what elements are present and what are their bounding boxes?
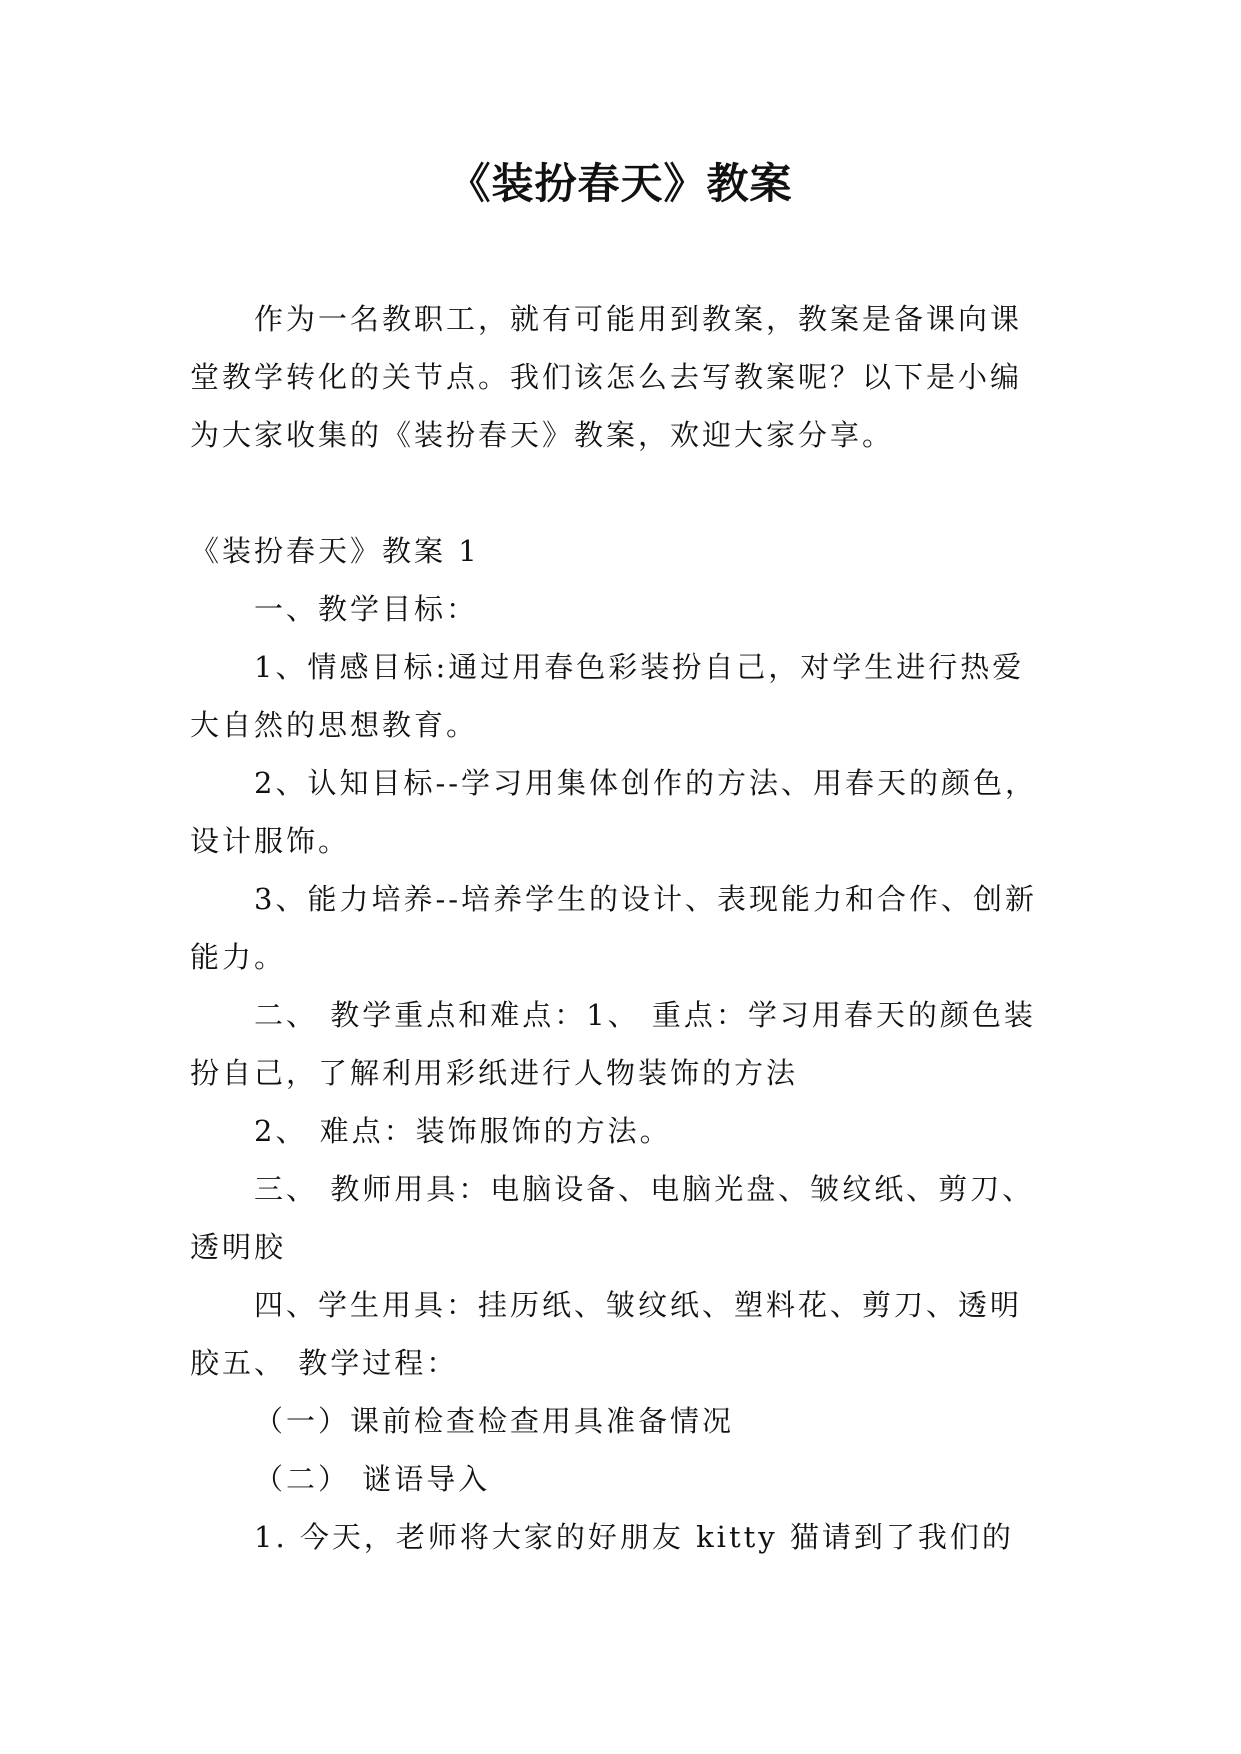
lesson-plan-body: [190, 522, 1050, 1566]
paragraph-key-points: 二、 教学重点和难点：1、 重点：学习用春天的颜色装扮自己，了解利用彩纸进行人物装饰的方法: [190, 998, 1036, 1090]
section-heading: 《装扮春天》教案 1: [190, 534, 480, 568]
paragraph-ability-goal: 3、能力培养--培养学生的设计、表现能力和合作、创新能力。: [190, 882, 1038, 974]
paragraph-difficulties: 2、 难点：装饰服饰的方法。: [254, 1114, 672, 1148]
intro-block: [190, 290, 1050, 464]
paragraph-teaching-goals: 一、教学目标：: [254, 592, 479, 626]
paragraph-student-tools: 四、学生用具：挂历纸、皱纹纸、塑料花、剪刀、透明胶五、 教学过程：: [190, 1288, 1023, 1380]
paragraph-kitty: 1. 今天，老师将大家的好朋友 kitty 猫请到了我们的: [254, 1520, 1014, 1554]
paragraph-teacher-tools: 三、 教师用具：电脑设备、电脑光盘、皱纹纸、剪刀、透明胶: [190, 1172, 1035, 1264]
paragraph-emotional-goal: 1、情感目标:通过用春色彩装扮自己，对学生进行热爱大自然的思想教育。: [190, 650, 1025, 742]
paragraph-riddle-intro: （二） 谜语导入: [254, 1462, 491, 1496]
document-title: 《装扮春天》教案: [448, 159, 793, 208]
intro-paragraph: 作为一名教职工，就有可能用到教案，教案是备课向课堂教学转化的关节点。我们该怎么去写教案呢？以下是小编为大家收集的《装扮春天》教案，欢迎大家分享。: [190, 302, 1023, 452]
paragraph-pre-class-check: （一）课前检查检查用具准备情况: [254, 1404, 735, 1438]
paragraph-cognitive-goal: 2、认知目标--学习用集体创作的方法、用春天的颜色，设计服饰。: [190, 766, 1038, 858]
